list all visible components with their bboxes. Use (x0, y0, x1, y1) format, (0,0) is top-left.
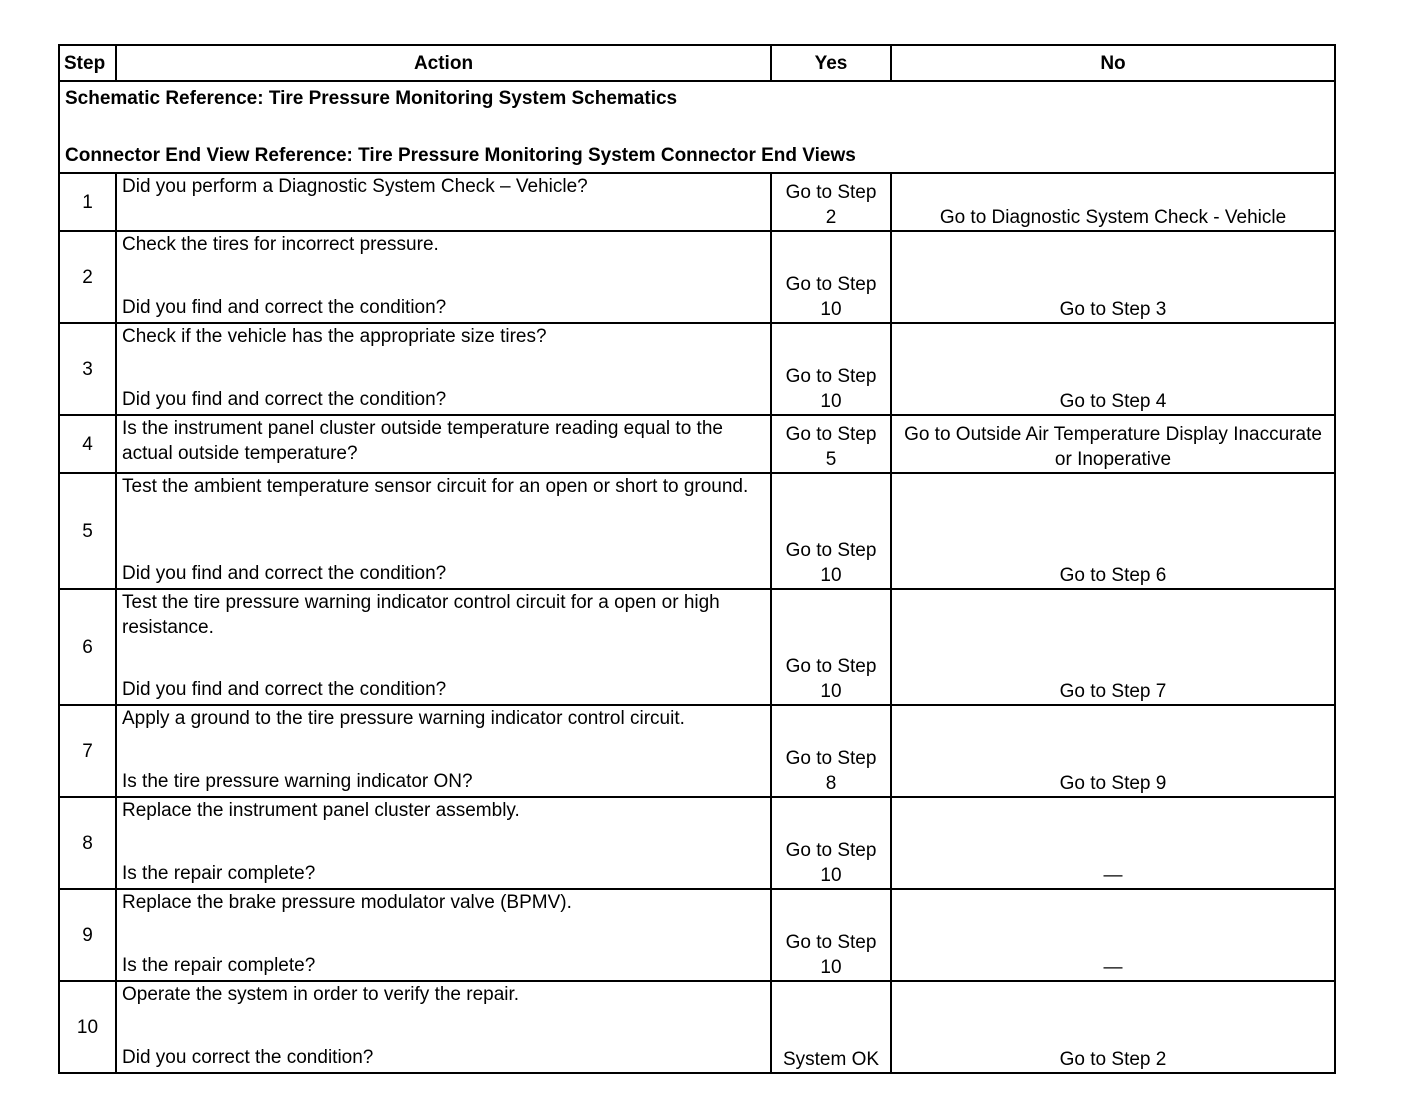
step-no-cell: — (891, 889, 1335, 981)
step-yes-line1: Go to Step (785, 274, 877, 295)
step-yes-cell (771, 323, 891, 415)
step-action-text: Operate the system in order to verify the repair. (122, 984, 520, 1005)
step-action-text: Check if the vehicle has the appropriate size tires? (122, 326, 547, 347)
step-yes-line2: 10 (820, 565, 842, 586)
step-no-cell: Go to Step 4 (891, 323, 1335, 415)
step-number: 9 (59, 889, 116, 981)
step-yes-line2: 10 (820, 391, 842, 412)
step-yes-line1: Go to Step (785, 424, 877, 445)
step-yes-line1: Go to Step (785, 656, 877, 677)
table-row (59, 981, 1335, 1073)
header-step: Step (59, 45, 116, 81)
table-row (59, 889, 1335, 981)
step-yes-cell (771, 889, 891, 981)
table-row (59, 705, 1335, 797)
step-no-cell: Go to Step 6 (891, 473, 1335, 589)
step-number: 8 (59, 797, 116, 889)
step-question-text: Did you find and correct the condition? (122, 389, 447, 410)
table-row (59, 589, 1335, 705)
step-no-cell: Go to Outside Air Temperature Display Inaccurate or Inoperative (891, 415, 1335, 473)
header-row (59, 45, 1335, 81)
step-action-text: Replace the instrument panel cluster assembly. (122, 800, 520, 821)
step-number: 3 (59, 323, 116, 415)
table-row (59, 323, 1335, 415)
step-number: 5 (59, 473, 116, 589)
reference-row (59, 81, 1335, 173)
step-yes-line2: 2 (825, 207, 837, 228)
table-row (59, 231, 1335, 323)
diagnostic-table (58, 44, 1336, 1074)
step-question-text: Did you find and correct the condition? (122, 563, 447, 584)
table-row (59, 415, 1335, 473)
step-yes-cell (771, 415, 891, 473)
step-yes-cell (771, 231, 891, 323)
table-row (59, 473, 1335, 589)
step-no-cell: Go to Step 2 (891, 981, 1335, 1073)
step-question-text: Did you find and correct the condition? (122, 679, 447, 700)
step-no-cell: Go to Step 3 (891, 231, 1335, 323)
step-yes-cell (771, 705, 891, 797)
step-question-text: Is the tire pressure warning indicator ON? (122, 771, 473, 792)
step-action-text: Check the tires for incorrect pressure. (122, 234, 439, 255)
step-yes-line1: Go to Step (785, 540, 877, 561)
step-action-cell (116, 415, 771, 473)
step-action-text: Test the ambient temperature sensor circuit for an open or short to ground. (122, 476, 749, 497)
step-action-cell (116, 323, 771, 415)
step-yes-line2: 10 (820, 299, 842, 320)
step-yes-line1: Go to Step (785, 366, 877, 387)
step-action-cell (116, 981, 771, 1073)
step-no-cell: Go to Step 7 (891, 589, 1335, 705)
step-question-text: Did you find and correct the condition? (122, 297, 447, 318)
step-yes-cell (771, 473, 891, 589)
header-action: Action (116, 45, 771, 81)
table-row (59, 797, 1335, 889)
step-number: 2 (59, 231, 116, 323)
step-no-cell: Go to Diagnostic System Check - Vehicle (891, 173, 1335, 231)
step-yes-line1: Go to Step (785, 182, 877, 203)
step-action-cell (116, 231, 771, 323)
step-action-text: Replace the brake pressure modulator valve (BPMV). (122, 892, 572, 913)
header-yes: Yes (771, 45, 891, 81)
step-yes-line2: 10 (820, 681, 842, 702)
step-yes-line2: 8 (825, 773, 837, 794)
step-action-cell (116, 889, 771, 981)
step-yes-line1: Go to Step (785, 748, 877, 769)
step-action-text: Did you perform a Diagnostic System Check – Vehicle? (122, 176, 588, 197)
step-action-text: Test the tire pressure warning indicator control circuit for a open or high resistance. (122, 592, 720, 638)
table-row (59, 173, 1335, 231)
step-number: 10 (59, 981, 116, 1073)
header-no: No (891, 45, 1335, 81)
step-question-text: Did you correct the condition? (122, 1047, 374, 1068)
step-yes-line2: 10 (820, 957, 842, 978)
step-number: 6 (59, 589, 116, 705)
step-action-text: Is the instrument panel cluster outside temperature reading equal to the actual outside temperature? (122, 418, 723, 464)
connector-reference: Connector End View Reference: Tire Pressure Monitoring System Connector End Views (65, 145, 856, 166)
schematic-reference: Schematic Reference: Tire Pressure Monitoring System Schematics (65, 88, 678, 109)
step-action-cell (116, 173, 771, 231)
step-question-text: Is the repair complete? (122, 863, 316, 884)
step-action-cell (116, 589, 771, 705)
step-yes-line1: Go to Step (785, 932, 877, 953)
step-action-text: Apply a ground to the tire pressure warning indicator control circuit. (122, 708, 685, 729)
step-yes-cell (771, 981, 891, 1073)
step-number: 1 (59, 173, 116, 231)
step-yes-line1: Go to Step (785, 840, 877, 861)
step-yes-line2: System OK (782, 1049, 880, 1070)
step-no-cell: — (891, 797, 1335, 889)
step-number: 4 (59, 415, 116, 473)
reference-cell (59, 81, 1335, 173)
step-action-cell (116, 705, 771, 797)
step-yes-line2: 5 (825, 449, 837, 470)
step-yes-line2: 10 (820, 865, 842, 886)
diagnostic-table-container (58, 44, 1334, 1074)
step-action-cell (116, 797, 771, 889)
step-action-cell (116, 473, 771, 589)
step-question-text: Is the repair complete? (122, 955, 316, 976)
step-yes-cell (771, 589, 891, 705)
step-number: 7 (59, 705, 116, 797)
step-yes-cell (771, 797, 891, 889)
step-yes-cell (771, 173, 891, 231)
step-no-cell: Go to Step 9 (891, 705, 1335, 797)
